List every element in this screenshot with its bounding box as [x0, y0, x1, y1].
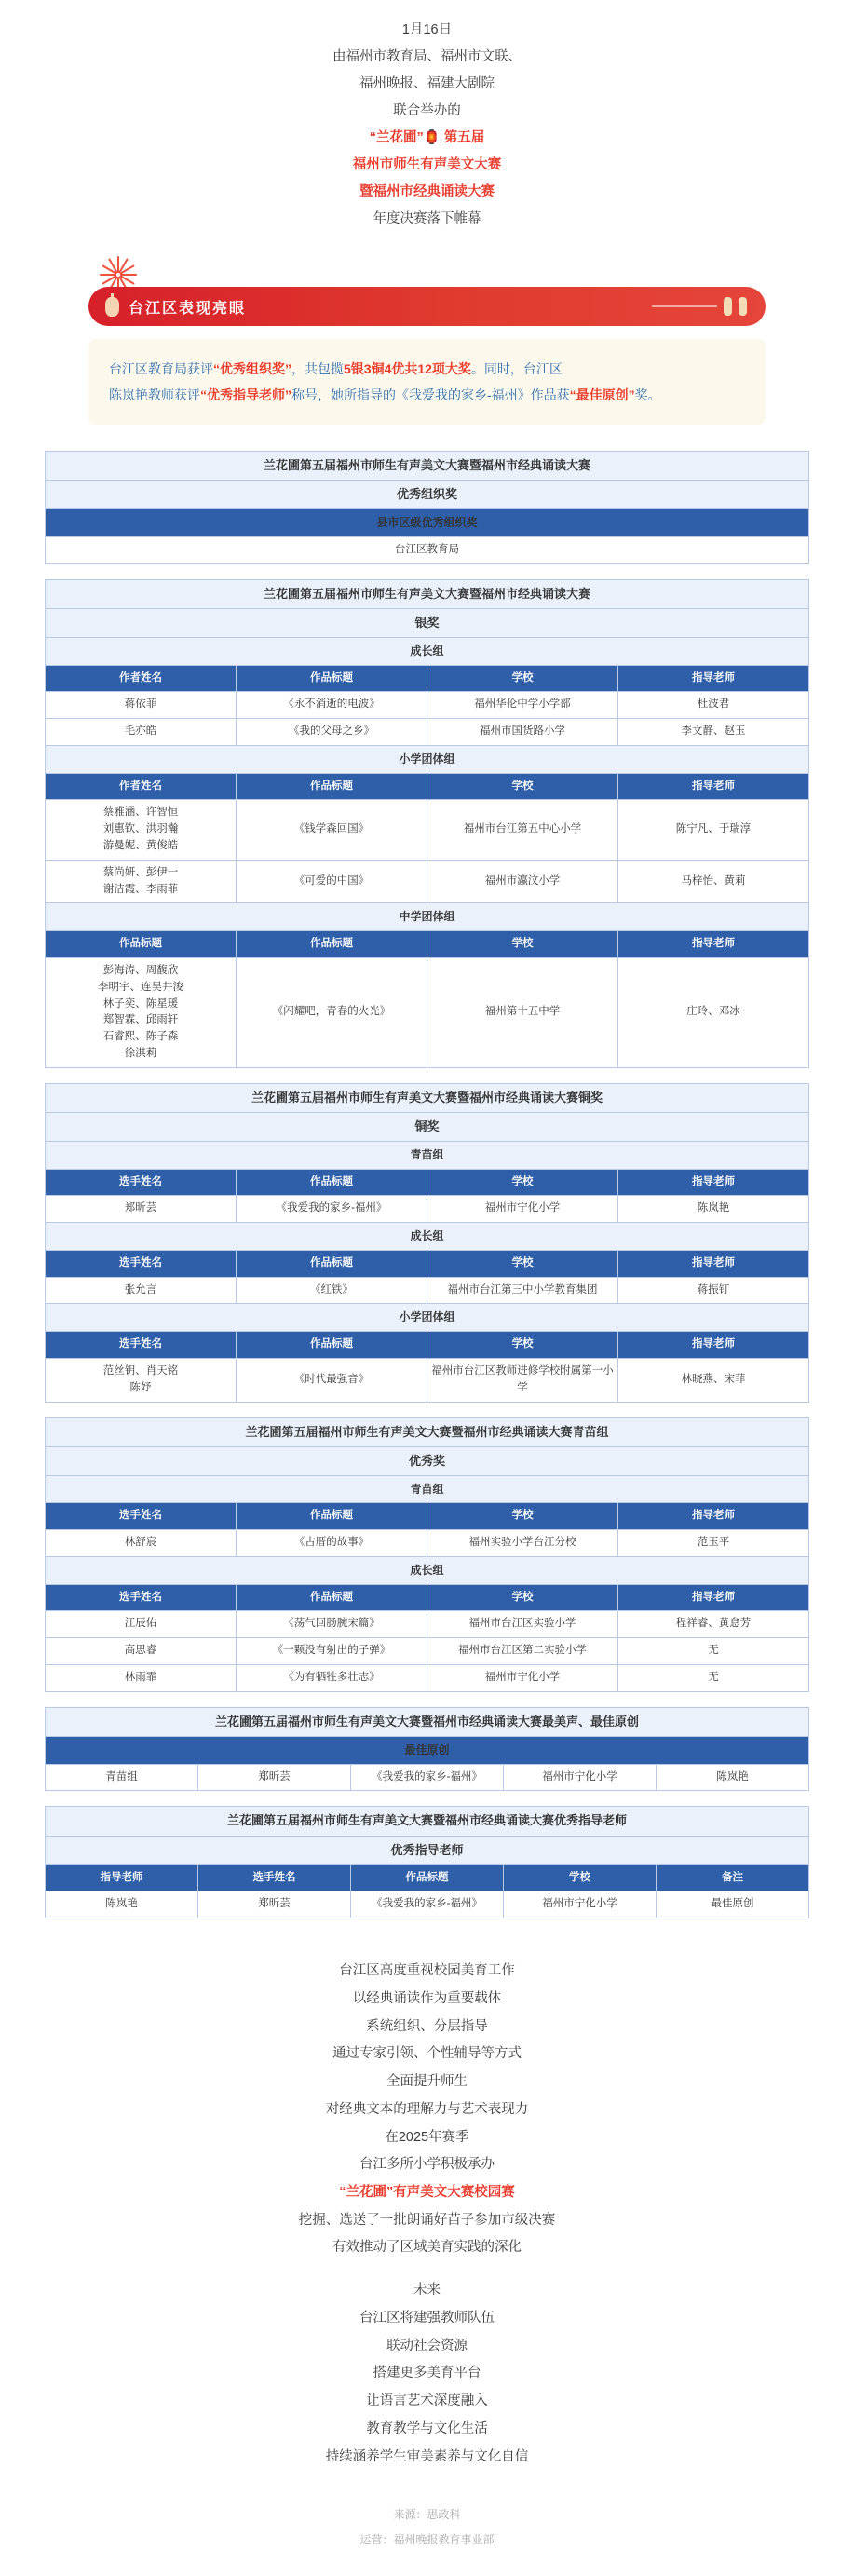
table-cell: 福州市国货路小学 [427, 719, 618, 746]
table-header-cell: 指导老师 [618, 773, 809, 800]
table-cell: 《荡气回肠腕宋篇》 [237, 1611, 427, 1638]
table-header-cell: 作者姓名 [46, 773, 237, 800]
table-title: 兰花圃第五届福州市师生有声美文大赛暨福州市经典诵读大赛青苗组 [46, 1417, 809, 1446]
table-cell: 《可爱的中国》 [237, 860, 427, 903]
table-band-label: 最佳原创 [46, 1736, 809, 1764]
table-header-row [46, 1332, 809, 1359]
table-band-label: 小学团体组 [46, 746, 809, 774]
table-row [46, 1764, 809, 1791]
table-header-row [46, 931, 809, 958]
table-row [46, 1277, 809, 1304]
award-table [45, 1806, 809, 1918]
outro-line: 台江区高度重视校园美育工作 [339, 1963, 515, 1979]
table-band-label: 成长组 [46, 1557, 809, 1585]
table-row [46, 692, 809, 719]
footer [0, 2471, 854, 2557]
table-header-cell: 作品标题 [237, 931, 427, 958]
table-cell: 最佳原创 [657, 1891, 809, 1918]
table-title: 优秀指导老师 [46, 1836, 809, 1864]
table-row [46, 1358, 809, 1402]
table-header-cell: 作品标题 [46, 931, 237, 958]
table-row [46, 800, 809, 860]
table-cell: 马梓怡、黄莉 [618, 860, 809, 903]
table-header-cell: 选手姓名 [46, 1332, 237, 1359]
outro-line: 通过专家引领、个性辅导等方式 [332, 2046, 522, 2062]
outro-line: 系统组织、分层指导 [366, 2018, 488, 2034]
table-cell: 程祥睿、黄怠芳 [618, 1611, 809, 1638]
table-band-row [46, 903, 809, 931]
table-title: 兰花圃第五届福州市师生有声美文大赛暨福州市经典诵读大赛优秀指导老师 [46, 1807, 809, 1836]
table-spacer [45, 1068, 809, 1083]
table-header-row [46, 1503, 809, 1530]
table-cell: 台江区教育局 [46, 536, 809, 563]
table-header-cell: 选手姓名 [46, 1250, 237, 1277]
table-cell: 福州实验小学台江分校 [427, 1530, 618, 1557]
table-row [46, 1196, 809, 1223]
note-text: 。同时，台江区 [470, 361, 563, 376]
table-cell: 福州市宁化小学 [427, 1196, 618, 1223]
table-cell: 《红铁》 [237, 1277, 427, 1304]
table-cell: 陈岚艳 [618, 1196, 809, 1223]
table-header-cell: 学校 [427, 1503, 618, 1530]
table-header-cell: 选手姓名 [46, 1503, 237, 1530]
award-table [45, 451, 809, 564]
table-header-cell: 指导老师 [618, 1332, 809, 1359]
table-cell: 《永不消逝的电波》 [237, 692, 427, 719]
table-cell: 蔡雅涵、许智恒 刘惠钦、洪羽瀚 游曼妮、黄俊皓 [46, 800, 237, 860]
table-cell: 陈岚艳 [657, 1764, 809, 1791]
outro-line: 在2025年赛季 [385, 2129, 469, 2145]
table-title-row [46, 481, 809, 509]
table-header-cell: 选手姓名 [198, 1864, 351, 1891]
table-cell: 《我的父母之乡》 [237, 719, 427, 746]
intro-block [0, 0, 854, 238]
table-cell: 杜波君 [618, 692, 809, 719]
table-cell: 高思睿 [46, 1638, 237, 1665]
table-cell: 陈岚艳 [46, 1891, 198, 1918]
table-cell: 《我爱我的家乡-福州》 [351, 1891, 504, 1918]
outro-line: 持续涵养学生审美素养与文化自信 [325, 2448, 529, 2464]
section-banner [88, 287, 766, 326]
table-spacer [45, 1918, 809, 1933]
table-header-cell: 作品标题 [237, 1503, 427, 1530]
table-header-cell: 指导老师 [618, 665, 809, 692]
intro-line: 1月16日 [401, 22, 453, 37]
table-cell: 《闪耀吧，青春的火光》 [237, 957, 427, 1067]
table-header-cell: 备注 [657, 1864, 809, 1891]
intro-line: 由福州市教育局、福州市文联、 [332, 49, 522, 64]
table-cell: 张允言 [46, 1277, 237, 1304]
table-cell: 林雨霏 [46, 1665, 237, 1692]
table-title-row [46, 1446, 809, 1475]
outro-line: 未来 [413, 2283, 441, 2298]
table-band-row [46, 1557, 809, 1585]
outro-block [0, 1933, 854, 2471]
table-header-row [46, 773, 809, 800]
table-cell: 庄玲、邓冰 [618, 957, 809, 1067]
table-band-row [46, 1736, 809, 1764]
table-title-row [46, 1707, 809, 1736]
lantern-icon [105, 297, 119, 317]
table-spacer [45, 564, 809, 579]
table-cell: 《钱学森回国》 [237, 800, 427, 860]
table-title-row [46, 452, 809, 481]
table-title-row [46, 1836, 809, 1864]
intro-line: 年度决赛落下帷幕 [373, 211, 481, 226]
outro-line: “兰花圃”有声美文大赛校园赛 [339, 2185, 515, 2201]
table-cell: 《我爱我的家乡-福州》 [351, 1764, 504, 1791]
table-title: 兰花圃第五届福州市师生有声美文大赛暨福州市经典诵读大赛最美声、最佳原创 [46, 1707, 809, 1736]
table-header-row [46, 1250, 809, 1277]
table-band-row [46, 637, 809, 665]
table-cell: 青苗组 [46, 1764, 198, 1791]
award-table [45, 579, 809, 1068]
table-title-row [46, 1807, 809, 1836]
table-header-cell: 学校 [427, 1584, 618, 1611]
table-header-row [46, 665, 809, 692]
table-row [46, 957, 809, 1067]
banner-pill-left [724, 297, 732, 316]
table-cell: 福州市台江第三中小学教育集团 [427, 1277, 618, 1304]
table-cell: 《为有牺牲多壮志》 [237, 1665, 427, 1692]
table-band-label: 中学团体组 [46, 903, 809, 931]
table-row [46, 1611, 809, 1638]
table-cell: 《时代最强音》 [237, 1358, 427, 1402]
table-title: 兰花圃第五届福州市师生有声美文大赛暨福州市经典诵读大赛铜奖 [46, 1083, 809, 1112]
table-cell: 林晓燕、宋菲 [618, 1358, 809, 1402]
table-band-label: 县市区级优秀组织奖 [46, 509, 809, 537]
table-cell: 毛亦皓 [46, 719, 237, 746]
table-title-row [46, 1417, 809, 1446]
table-cell: 李文静、赵玉 [618, 719, 809, 746]
table-cell: 范丝钥、肖天铭 陈妤 [46, 1358, 237, 1402]
table-cell: 福州市瀛汶小学 [427, 860, 618, 903]
table-band-row [46, 1223, 809, 1251]
table-header-cell: 学校 [427, 773, 618, 800]
highlight-note-wrap [0, 326, 854, 425]
table-header-cell: 指导老师 [618, 1584, 809, 1611]
outro-line: 台江区将建强教师队伍 [359, 2310, 495, 2325]
table-cell: 郑昕芸 [46, 1196, 237, 1223]
table-cell: 《一颗没有射出的子弹》 [237, 1638, 427, 1665]
table-row [46, 1891, 809, 1918]
note-text: 台江区教育局获评 [109, 361, 213, 376]
outro-spacer [75, 2262, 779, 2277]
intro-line: 联合举办的 [393, 103, 461, 118]
outro-line: 全面提升师生 [386, 2074, 468, 2090]
award-table [45, 1707, 809, 1792]
table-row [46, 719, 809, 746]
table-band-label: 成长组 [46, 637, 809, 665]
footer-source: 来源：思政科 [393, 2508, 461, 2522]
table-cell: 彭海涛、周馥欣 李明宇、连昊井浚 林子奕、陈星瑗 郑智霖、邱雨轩 石睿熙、陈子森 徐淇莉 [46, 957, 237, 1067]
table-cell: 福州市宁化小学 [504, 1764, 657, 1791]
outro-line: 挖掘、选送了一批朗诵好苗子参加市级决赛 [298, 2212, 556, 2228]
highlight-note [88, 339, 766, 425]
table-band-label: 小学团体组 [46, 1304, 809, 1332]
table-cell: 林舒宸 [46, 1530, 237, 1557]
table-header-cell: 学校 [427, 1250, 618, 1277]
award-table [45, 1417, 809, 1692]
table-header-cell: 作品标题 [237, 773, 427, 800]
table-cell: 福州第十五中学 [427, 957, 618, 1067]
table-header-cell: 学校 [427, 665, 618, 692]
table-title-row [46, 1083, 809, 1112]
table-cell: 蒋依菲 [46, 692, 237, 719]
table-row [46, 536, 809, 563]
table-header-cell: 作品标题 [237, 1584, 427, 1611]
table-cell: 无 [618, 1665, 809, 1692]
intro-line: 福州市师生有声美文大赛 [352, 157, 502, 172]
table-cell: 郑昕芸 [198, 1891, 351, 1918]
intro-line: “兰花圃”🏮 第五届 [369, 130, 485, 145]
table-header-cell: 选手姓名 [46, 1584, 237, 1611]
banner-pill-right [739, 297, 747, 316]
award-tables [0, 425, 854, 1933]
outro-line: 联动社会资源 [386, 2338, 468, 2353]
table-header-cell: 作品标题 [237, 1332, 427, 1359]
note-text: 奖。 [634, 387, 661, 402]
table-header-cell: 作品标题 [351, 1864, 504, 1891]
table-cell: 蔡尚妍、彭伊一 谢洁霞、李雨菲 [46, 860, 237, 903]
table-band-row [46, 746, 809, 774]
table-title-row [46, 579, 809, 608]
note-award-organization: “优秀组织奖” [213, 361, 291, 376]
table-title: 兰花圃第五届福州市师生有声美文大赛暨福州市经典诵读大赛 [46, 579, 809, 608]
outro-line: 对经典文本的理解力与艺术表现力 [325, 2101, 529, 2117]
table-cell: 蒋振钉 [618, 1277, 809, 1304]
table-cell: 福州市台江第五中心小学 [427, 800, 618, 860]
table-spacer [45, 1791, 809, 1806]
table-band-label: 成长组 [46, 1223, 809, 1251]
table-band-row [46, 1142, 809, 1170]
note-text: 陈岚艳教师获评 [109, 387, 200, 402]
table-header-cell: 指导老师 [618, 1503, 809, 1530]
table-header-cell: 学校 [427, 931, 618, 958]
table-header-cell: 指导老师 [618, 1169, 809, 1196]
outro-line: 以经典诵读作为重要载体 [352, 1991, 502, 2007]
table-header-cell: 作品标题 [237, 1169, 427, 1196]
table-spacer [45, 1692, 809, 1707]
table-title: 银奖 [46, 608, 809, 637]
outro-line: 教育教学与文化生活 [366, 2420, 488, 2436]
outro-line: 台江多所小学积极承办 [359, 2157, 495, 2173]
table-cell: 陈宁凡、于瑞淳 [618, 800, 809, 860]
table-cell: 范玉平 [618, 1530, 809, 1557]
table-title-row [46, 608, 809, 637]
banner-bar [652, 305, 717, 307]
award-table [45, 1083, 809, 1403]
note-award-counts: 5银3铜4优共12项大奖 [344, 361, 471, 376]
table-header-cell: 学校 [427, 1332, 618, 1359]
note-award-original: “最佳原创” [569, 387, 635, 402]
section-banner-wrap [0, 287, 854, 326]
table-header-cell: 作品标题 [237, 1250, 427, 1277]
note-text: ，共包揽 [291, 361, 344, 376]
table-title: 优秀组织奖 [46, 481, 809, 509]
table-header-cell: 学校 [427, 1169, 618, 1196]
table-header-cell: 选手姓名 [46, 1169, 237, 1196]
table-header-row [46, 1169, 809, 1196]
table-cell: 福州市台江区实验小学 [427, 1611, 618, 1638]
table-cell: 江辰佑 [46, 1611, 237, 1638]
table-cell: 福州华伦中学小学部 [427, 692, 618, 719]
table-title: 铜奖 [46, 1112, 809, 1141]
table-row [46, 1665, 809, 1692]
footer-operator: 运营：福州晚报教育事业部 [359, 2532, 495, 2546]
outro-line: 有效推动了区域美育实践的深化 [332, 2240, 522, 2256]
outro-line: 搭建更多美育平台 [373, 2366, 481, 2381]
table-cell: 《古厝的故事》 [237, 1530, 427, 1557]
table-cell: 郑昕芸 [198, 1764, 351, 1791]
table-title: 优秀奖 [46, 1446, 809, 1475]
outro-line: 让语言艺术深度融入 [366, 2393, 488, 2409]
note-award-teacher: “优秀指导老师” [200, 387, 291, 402]
table-cell: 无 [618, 1638, 809, 1665]
table-row [46, 1530, 809, 1557]
table-cell: 福州市宁化小学 [427, 1665, 618, 1692]
note-text: 称号，她所指导的《我爱我的家乡-福州》作品获 [291, 387, 570, 402]
table-header-cell: 作品标题 [237, 665, 427, 692]
table-spacer [45, 1403, 809, 1417]
table-title-row [46, 1112, 809, 1141]
intro-line: 暨福州市经典诵读大赛 [359, 184, 495, 199]
table-band-row [46, 509, 809, 537]
table-title: 兰花圃第五届福州市师生有声美文大赛暨福州市经典诵读大赛 [46, 452, 809, 481]
table-row [46, 1638, 809, 1665]
banner-decoration [652, 287, 747, 326]
table-cell: 福州市宁化小学 [504, 1891, 657, 1918]
table-cell: 《我爱我的家乡-福州》 [237, 1196, 427, 1223]
table-row [46, 860, 809, 903]
table-header-row [46, 1864, 809, 1891]
table-band-row [46, 1304, 809, 1332]
table-header-cell: 学校 [504, 1864, 657, 1891]
table-header-row [46, 1584, 809, 1611]
table-header-cell: 指导老师 [46, 1864, 198, 1891]
table-cell: 福州市台江区第二实验小学 [427, 1638, 618, 1665]
intro-line: 福州晚报、福建大剧院 [359, 76, 495, 91]
banner-title: 台江区表现亮眼 [129, 300, 247, 317]
table-band-label: 青苗组 [46, 1475, 809, 1503]
table-header-cell: 作者姓名 [46, 665, 237, 692]
table-cell: 福州市台江区教师进修学校附属第一小学 [427, 1358, 618, 1402]
table-header-cell: 指导老师 [618, 931, 809, 958]
table-band-label: 青苗组 [46, 1142, 809, 1170]
table-band-row [46, 1475, 809, 1503]
table-header-cell: 指导老师 [618, 1250, 809, 1277]
